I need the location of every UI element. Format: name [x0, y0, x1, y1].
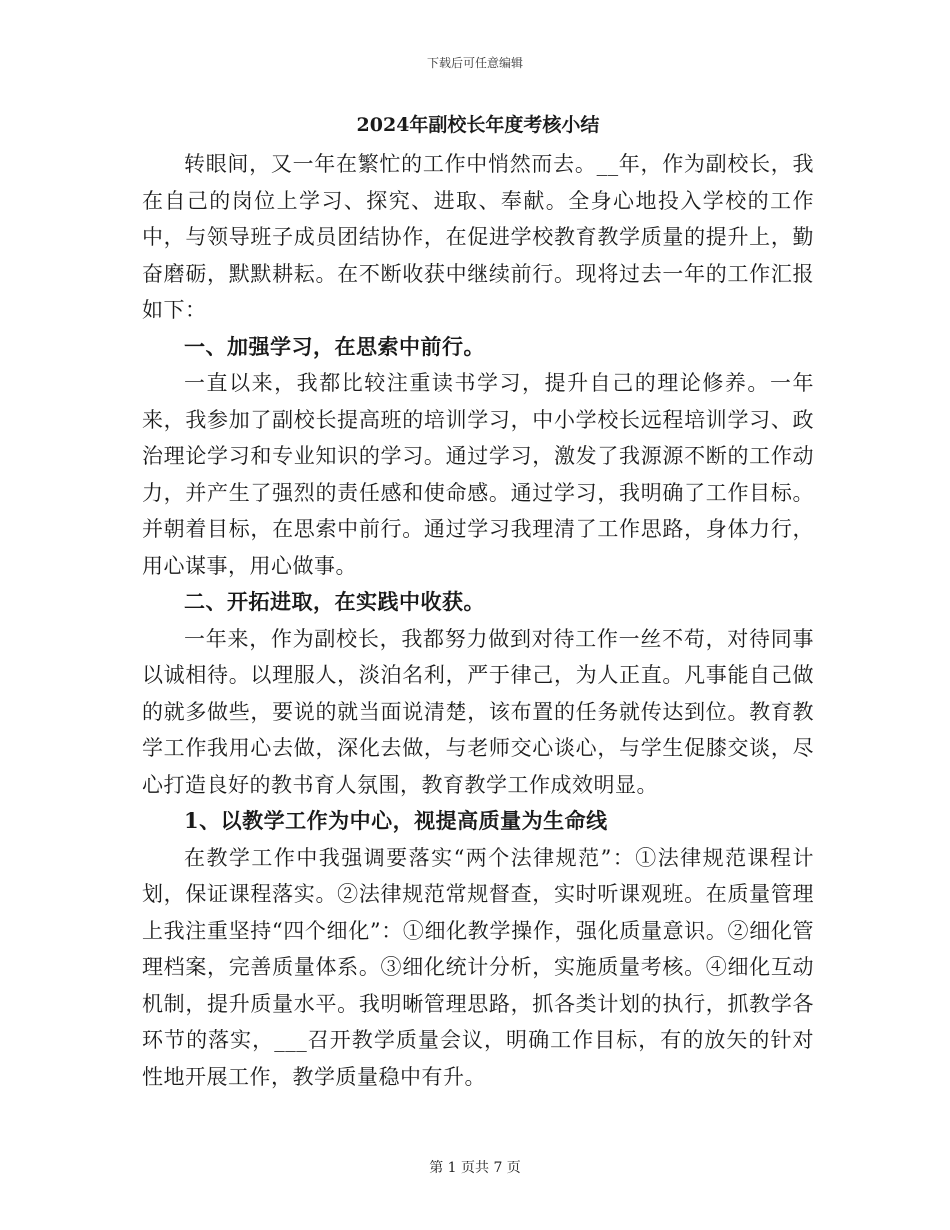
section-heading-2: 二、开拓进取，在实践中收获。: [184, 589, 485, 614]
page-number: 第 1 页共 7 页: [429, 1160, 521, 1176]
subsection-heading-1: 1、以教学工作为中心，视提高质量为生命线: [184, 808, 608, 833]
document-body: [142, 110, 814, 1095]
page-header-note: 下载后可任意编辑: [426, 56, 523, 70]
paragraph-teaching: 在教学工作中我强调要落实“两个法律规范”：①法律规范课程计划，保证课程落实。②法律规范常规督查，实时听课观班。在质量管理上我注重坚持“四个细化”：①细化教学操作，强化质量意识。②细化管理档案，完善质量体系。③细化统计分析，实施质量考核。④细化互动机制，提升质量水平。我明晰管理思路，抓各类计划的执行，抓教学各环节的落实，___召开教学质量会议，明确工作目标，有的放矢的针对性地开展工作，教学质量稳中有升。: [142, 845, 814, 1089]
document-title: 2024年副校长年度考核小结: [356, 114, 600, 136]
section-heading-1: 一、加强学习，在思索中前行。: [184, 333, 485, 359]
paragraph-practice: 一年来，作为副校长，我都努力做到对待工作一丝不苟，对待同事以诚相待。以理服人，淡泊名利，严于律己，为人正直。凡事能自己做的就多做些，要说的就当面说清楚，该布置的任务就传达到位。教育教学工作我用心去做，深化去做，与老师交心谈心，与学生促膝交谈，尽心打造良好的教书育人氛围，教育教学工作成效明显。: [142, 626, 814, 797]
paragraph-learning: 一直以来，我都比较注重读书学习，提升自己的理论修养。一年来，我参加了副校长提高班的培训学习，中小学校长远程培训学习、政治理论学习和专业知识的学习。通过学习，激发了我源源不断的工作动力，并产生了强烈的责任感和使命感。通过学习，我明确了工作目标。并朝着目标，在思索中前行。通过学习我理清了工作思路，身体力行，用心谋事，用心做事。: [142, 371, 814, 578]
paragraph-intro: 转眼间，又一年在繁忙的工作中悄然而去。__年，作为副校长，我在自己的岗位上学习、探究、进取、奉献。全身心地投入学校的工作中，与领导班子成员团结协作，在促进学校教育教学质量的提升上，勤奋磨砺，默默耕耘。在不断收获中继续前行。现将过去一年的工作汇报如下：: [142, 152, 814, 322]
